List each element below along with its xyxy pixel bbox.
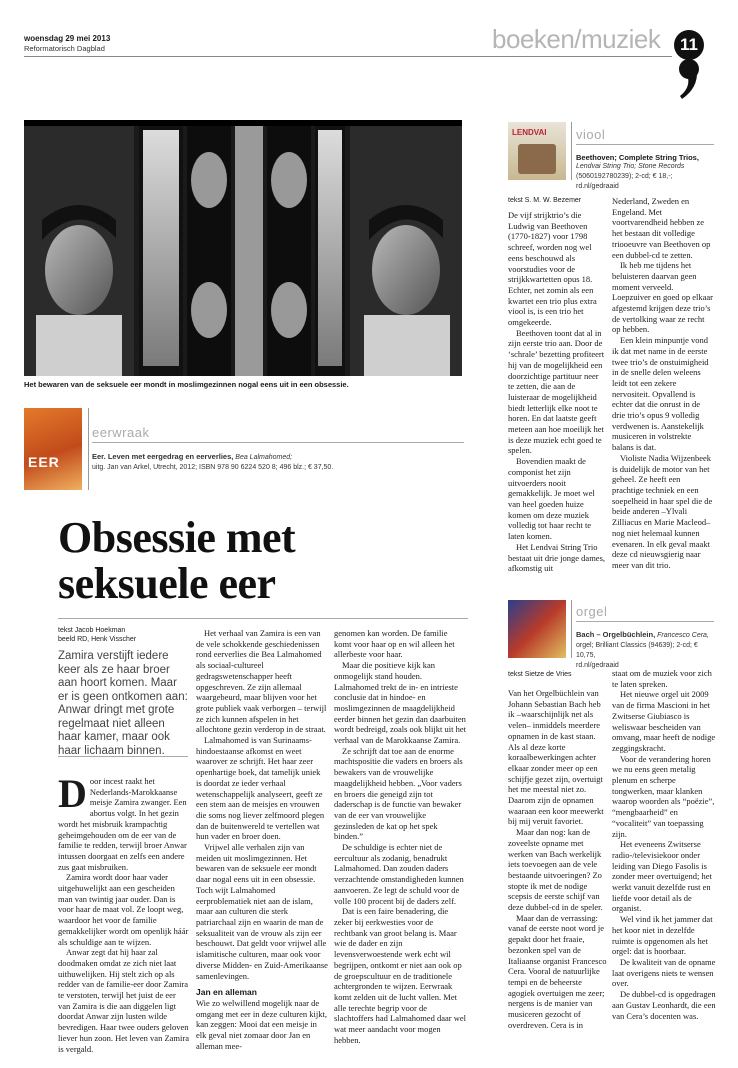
article-paragraph: genomen kan worden. De familie komt voor haar op en wil alleen het allerbeste voor haar.	[334, 628, 455, 660]
review-paragraph: Ik heb me tijdens het beluisteren daarvan geen moment verveeld. Loepzuiver en goed op elkaar afgestemd krijgen deze trio’s de vertolking waar ze recht op hebben.	[612, 260, 714, 335]
review-paragraph: Maar dan de verrassing: vanaf de eerste noot word je gepakt door het fraaie, bezonken spel van de Italiaanse organist Francesco Cera. Vooral de natuurlijke tempi en de beheerste agogiek overtuigen me zeer; nergens is de manier van musiceren gezocht of overdreven. Cera is in	[508, 912, 607, 1030]
article-column-2	[196, 628, 328, 1051]
review-paragraph: Bovendien maakt de componist het zijn uitvoerders nooit gemakkelijk. Je moet wel van heel goeden huize komen om deze muziek volledig tot haar recht te laten komen.	[508, 456, 595, 542]
article-paragraph: Door incest raakt het Nederlands-Marokkaanse meisje Zamira zwanger. Een abortus volgt. In het gezin wordt het misbruik krampachtig geheimgehouden om de eer van de familie te redden, terwijl broer Anwar intussen doorgaat en zelfs een andere zus gaat misbruiken.	[58, 771, 187, 872]
cd-cover-bach	[508, 600, 566, 658]
page-number: 11	[674, 30, 704, 60]
headline-line-1: Obsessie met	[58, 513, 296, 562]
date-line: woensdag 29 mei 2013	[24, 34, 111, 43]
comma-ornament-icon	[676, 58, 702, 100]
book-cover-text: EER	[28, 454, 60, 470]
article-paragraph: Het verhaal van Zamira is een van de vele schokkende geschiedenissen rond eerverlies die Bea Lalmahomed als sociaal-cultureel gedragswetenschapper heeft opgeschreven. Ze zijn allemaal waargebeurd, maar blijven voor het grote publiek vaak verborgen – terwijl ze zich kunnen afspelen in het allochtone gezin verderop in de straat.	[196, 628, 327, 735]
article-paragraph: Vrijwel alle verhalen zijn van meiden uit moslimgezinnen. Het bewaren van de seksuele eer mondt daar nogal eens uit in een obsessie. Toch wijt Lalmahomed eerproblematiek niet aan de islam, maar aan culturen die sterk patriarchaal zijn en waarin de man de seksualiteit van de vrouw als zijn eer beschouwt. Dat geldt voor vrijwel alle islamitische culturen, maar ook voor diverse Midden- en Zuid-Amerikaanse samenlevingen.	[196, 842, 328, 981]
article-column-1	[58, 771, 190, 1054]
cd-cover-lendvai	[508, 122, 566, 180]
review-paragraph: Beethoven toont dat al in zijn eerste trio aan. Door de ‘schrale’ bezetting profiteert hij van de mogelijkheid een doorzichtige partituur neer te zetten, die aan de luisteraar de mogelijkheid biedt letterlijk elke noot te horen. En dat laatste geeft meteen aan hoe moeilijk het is deze muziek echt goed te spelen.	[508, 327, 605, 456]
article-paragraph: Wie zo welwillend mogelijk naar de omgang met eer in deze culturen kijkt, kan zeggen: Mooi dat een meisje in elk geval niet zomaar door Jan en alleman mee-	[196, 997, 327, 1051]
article-paragraph: Ze schrijft dat toe aan de enorme machtspositie die vaders en broers als bewakers van de vrouwelijke maagdelijkheid hebben. „Voor vaders en broers die geneigd zijn tot daderschap is de functie van bewaker van de eer van vrouwelijke gezinsleden de kat op het spek binden.”	[334, 745, 463, 842]
article-paragraph: De schuldige is echter niet de eercultuur als zodanig, benadrukt Lalmahomed. Dan zouden daders verzachtende omstandigheden kunnen aanvoeren. Ze legt de schuld voor de volle 100 procent bij de daders zelf.	[334, 842, 464, 906]
review-paragraph: Het Lendvai String Trio bestaat uit drie jonge dames, afkomstig uit	[508, 541, 606, 574]
review-paragraph: Wel vind ik het jammer dat het koor niet in dezelfde ruimte is opgenomen als het orgel: dat is hoorbaar.	[612, 914, 713, 957]
cd1-category-rule	[576, 144, 714, 145]
drop-cap: D	[58, 771, 87, 816]
article-paragraph: Anwar zegt dat hij haar zal doodmaken omdat ze zich niet laat uithuwelijken. Hij stelt zich op als redder van de familie-eer door Zamira te verstoten, terwijl het juist de eer van Zamira is die aan diggelen ligt doordat Anwar zijn lusten wilde bevredigen. Haar twee ouders geloven liever hun zoon. Het leven van Zamira is vergald.	[58, 947, 189, 1054]
cd2-performer: Francesco Cera,	[657, 632, 709, 639]
cd2-category-rule	[576, 621, 714, 622]
cd1-column-b	[612, 196, 714, 571]
cd2-category: orgel	[576, 604, 608, 619]
book-info	[92, 452, 464, 473]
review-paragraph: Voor de verandering horen we nu eens geen metalig plenum en scherpe tongwerken, maar klanken waarop woorden als “poëzie”, “mengbaarheid” en “vocaliteit” van toepassing zijn.	[612, 753, 715, 839]
headline-rule	[58, 618, 468, 619]
review-paragraph: Van het Orgelbüchlein van Johann Sebastian Bach heb ik –waarschijnlijk net als velen– inmiddels meerdere opnamen in de kast staan. Als al deze korte koraalbewerkingen achter elkaar zonder meer op een schijfje gezet zijn, overtuigt het me meestal niet zo. Daarom zijn de opnamen waaraan een koor meewerkt bij mij veruit favoriet.	[508, 688, 604, 827]
book-title: Eer. Leven met eergedrag en eerverlies,	[92, 452, 234, 461]
cd1-credit: tekst S. M. W. Bezemer	[508, 197, 582, 204]
cd2-meta-1: orgel; Brilliant Classics (94639); 2-cd; € 10,75,	[576, 642, 698, 659]
credit-photo: beeld RD, Henk Visscher	[58, 636, 137, 643]
intro-rule	[58, 756, 188, 757]
cd2-title: Bach – Orgelbüchlein,	[576, 630, 656, 639]
section-title: boeken/muziek	[492, 24, 661, 54]
book-cover-image	[24, 408, 82, 490]
cd1-performer: Lendvai String Trio; Stone Records	[576, 163, 685, 170]
review-paragraph: De vijf strijktrio’s die Ludwig van Beethoven (1770-1827) voor 1798 schreef, worden nog wel eens beschouwd als voorstudies voor de strijkkwartetten opus 18. Echter, net zomin als een kwartet een trio plus extra viool is, is een trio het omgekeerde.	[508, 210, 597, 328]
cd2-meta-2: rd.nl/gedraaid	[576, 662, 619, 669]
photo-caption: Het bewaren van de seksuele eer mondt in moslimgezinnen nogal eens uit in een obsessie.	[24, 380, 349, 389]
book-category: eerwraak	[92, 425, 150, 440]
review-paragraph: Violiste Nadia Wijzenbeek is duidelijk de motor van het geheel. Ze heeft een prachtige techniek en een soepelheid in haar spel die de beide anderen –Ylvali Zilliacus en Marie Macleod– nog niet helemaal kunnen evenaren. In elk geval maakt deze cd nieuwsgierig naar meer van dit trio.	[612, 452, 713, 570]
headline-line-2: seksuele eer	[58, 559, 276, 608]
review-paragraph: De kwaliteit van de opname laat overigens niets te wensen over.	[612, 956, 716, 989]
article-subheading: Jan en alleman	[196, 987, 257, 998]
article-column-3	[334, 628, 466, 1045]
article-photo	[24, 120, 462, 376]
cd1-title: Beethoven; Complete String Trios,	[576, 153, 699, 162]
review-paragraph: Nederland, Zweden en Engeland. Met voortvarendheid hebben ze het bestaan dit volledige triooeuvre van Beethoven op een dubbel-cd te zetten.	[612, 196, 711, 260]
cd1-cover-text: LENDVAI	[512, 128, 547, 137]
newspaper-name: Reformatorisch Dagblad	[24, 44, 105, 53]
article-intro: Zamira verstijft iedere keer als ze haar broer aan hoort komen. Maar er is geen ontkomen aan: Anwar dringt met grote regelmaat niet alleen haar kamer, maar ook haar lichaam binnen.	[58, 650, 188, 757]
photo-collage	[24, 120, 462, 376]
article-credits	[58, 626, 136, 644]
cd1-column-a	[508, 210, 606, 574]
book-author: Bea Lalmahomed;	[235, 454, 293, 461]
book-category-rule	[92, 442, 464, 443]
cd1-category: viool	[576, 127, 606, 142]
cd2-info	[576, 630, 716, 671]
credit-text: tekst Jacob Hoekman	[58, 627, 126, 634]
review-paragraph: Een klein minpuntje vond ik dat met name in de eerste twee trio’s de onstuimigheid in de snelle delen weleens leidt tot een zekere nervositeit. Opvallend is echter dat die onrust in de drie trio’s opus 9 volledig verdwenen is. Aanstekelijk musiceren in volstrekte balans is dat.	[612, 335, 709, 453]
cd2-column-a	[508, 688, 608, 1031]
review-paragraph: De dubbel-cd is opgedragen aan Gustav Leonhardt, die een van Cera’s docenten was.	[612, 989, 716, 1021]
cd2-divider	[571, 600, 572, 658]
article-paragraph: Lalmahomed is van Surinaams-hindoestaanse afkomst en weet waarover ze schrijft. Het haar zeer openhartige boek, dat tamelijk uniek is doordat ze ieder verhaal wetenschappelijk analyseert, geeft ze een stem aan de meisjes en vrouwen die soms nog liever zelfmoord plegen dan de buitenwereld te vertellen wat hun vader en broer doen.	[196, 735, 325, 842]
cd1-info	[576, 153, 716, 192]
header-rule	[24, 56, 672, 57]
article-paragraph: Dat is een faire benadering, die zeker bij eerkwesties voor de rechtbank van groot belang is. Maar wie de dader en zijn levensverwoestende werk echt wil begrijpen, ontkomt er niet aan ook op de groepscultuur en de traditionele achtergronden te wijzen. Eerwraak komt zelden uit de lucht vallen. Met alle terechte begrip voor de slachtoffers had Lalmahomed daar wel wat meer aandacht voor mogen hebben.	[334, 906, 467, 1045]
cd2-column-b	[612, 668, 716, 1021]
book-divider	[88, 408, 89, 490]
article-paragraph: Zamira wordt door haar vader uitgehuwelijkt aan een gescheiden man van twintig jaar ouder. Dan is voor haar de maat vol. Ze loopt weg, waardoor het voor de familie gemakkelijker wordt om openlijk háár als schuldige aan te wijzen.	[58, 872, 189, 947]
cd1-divider	[571, 122, 572, 180]
article-paragraph: Maar die positieve kijk kan onmogelijk stand houden. Lalmahomed trekt de in- en intrieste conclusie dat in hindoe- en moslimgezinnen de maagdelijkheid eerder binnen het gezin dan daarbuiten wordt bedreigd, zoals ook blijkt uit het verhaal van de Marokkaanse Zamira.	[334, 660, 466, 746]
cd2-credit: tekst Sietze de Vries	[508, 671, 572, 678]
review-paragraph: Maar dan nog: kan de zoveelste opname met werken van Bach werkelijk iets toevoegen aan de vele bestaande uitvoeringen? Zo stopte ik met de nodige scepsis de eerste schijf van deze dubbel-cd in de speler.	[508, 827, 603, 913]
cd1-meta: (5060192780239); 2-cd; € 18,-; rd.nl/gedraaid	[576, 173, 673, 190]
review-paragraph: Het eveneens Zwitserse radio-/televisiekoor onder leiding van Diego Fasolis is zonder meer overtuigend; het werkt vanuit dezelfde rust en liefde voor detail als de organist.	[612, 839, 712, 914]
article-headline	[58, 515, 458, 607]
book-meta: uitg. Jan van Arkel, Utrecht, 2012; ISBN 978 90 6224 520 8; 496 blz.; € 37,50.	[92, 464, 334, 471]
review-paragraph: staat om de muziek voor zich te laten spreken.	[612, 668, 712, 689]
review-paragraph: Het nieuwe orgel uit 2009 van de firma Mascioni in het Zwitserse Giubiasco is weliswaar bescheiden van omvang, maar heeft de nodige zeggingskracht.	[612, 689, 716, 753]
